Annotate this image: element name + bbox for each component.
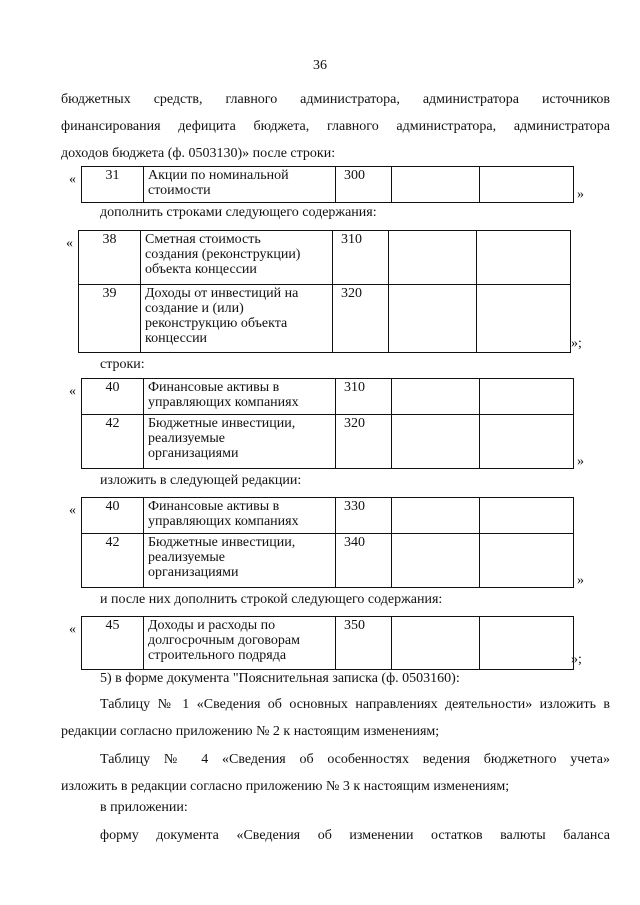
empty-cell [477, 231, 571, 285]
instruction-text: строки: [100, 357, 145, 372]
row-code: 42 [82, 534, 144, 588]
paragraph-line: Таблицу № 4 «Сведения об особенностях ведения бюджетного учета» [100, 752, 610, 767]
row-line-code: 310 [336, 379, 392, 415]
quote-open: « [69, 503, 76, 518]
empty-cell [480, 498, 574, 534]
paragraph-form [61, 822, 610, 849]
row-code: 39 [79, 285, 141, 353]
table-row-block-2 [78, 230, 571, 353]
paragraph-line: редакции согласно приложению № 2 к настоящим изменениям; [61, 724, 440, 739]
row-code: 38 [79, 231, 141, 285]
paragraph-line: форму документа «Сведения об изменении остатков валюты баланса [100, 828, 610, 843]
row-name: Акции по номинальной стоимости [144, 167, 336, 203]
quote-open: « [69, 384, 76, 399]
empty-cell [480, 617, 574, 670]
table-row [82, 415, 574, 469]
empty-cell [480, 415, 574, 469]
quote-close: » [577, 573, 584, 588]
empty-cell [477, 285, 571, 353]
instruction-text: изложить в следующей редакции: [100, 473, 302, 488]
empty-cell [392, 379, 480, 415]
table-row [82, 534, 574, 588]
quote-open: « [69, 172, 76, 187]
table-row-block-5 [81, 616, 574, 670]
intro-line: финансирования дефицита бюджета, главного администратора, администратора [61, 119, 610, 134]
paragraph-appendix: в приложении: [100, 800, 188, 815]
row-code: 42 [82, 415, 144, 469]
empty-cell [392, 617, 480, 670]
instruction-text: дополнить строками следующего содержания: [100, 205, 377, 220]
table-row-block-4 [81, 497, 574, 588]
row-code: 40 [82, 498, 144, 534]
row-line-code: 320 [336, 415, 392, 469]
paragraph-table1 [61, 691, 610, 745]
empty-cell [392, 498, 480, 534]
intro-paragraph [61, 86, 610, 167]
row-name: Финансовые активы в управляющих компаниях [144, 498, 336, 534]
row-name: Бюджетные инвестиции, реализуемые организациями [144, 415, 336, 469]
intro-line: бюджетных средств, главного администратора, администратора источников [61, 92, 610, 107]
empty-cell [389, 231, 477, 285]
row-line-code: 310 [333, 231, 389, 285]
paragraph-line: изложить в редакции согласно приложению № 3 к настоящим изменениям; [61, 779, 510, 794]
row-line-code: 350 [336, 617, 392, 670]
empty-cell [389, 285, 477, 353]
table-row-block-3 [81, 378, 574, 469]
row-line-code: 340 [336, 534, 392, 588]
row-line-code: 330 [336, 498, 392, 534]
empty-cell [480, 167, 574, 203]
quote-open: « [66, 236, 73, 251]
table-row [82, 498, 574, 534]
row-line-code: 320 [333, 285, 389, 353]
table-row [82, 617, 574, 670]
row-name: Доходы от инвестиций на создание и (или) реконструкцию объекта концессии [141, 285, 333, 353]
quote-close: » [577, 454, 584, 469]
table-row [82, 167, 574, 203]
quote-open: « [69, 622, 76, 637]
table-row [79, 285, 571, 353]
page-number: 36 [313, 58, 327, 73]
quote-close: »; [571, 652, 582, 667]
row-name: Доходы и расходы по долгосрочным договорам строительного подряда [144, 617, 336, 670]
row-name: Финансовые активы в управляющих компаниях [144, 379, 336, 415]
quote-close: »; [571, 336, 582, 351]
empty-cell [480, 534, 574, 588]
row-line-code: 300 [336, 167, 392, 203]
quote-close: » [577, 187, 584, 202]
paragraph-line: Таблицу № 1 «Сведения об основных направлениях деятельности» изложить в [100, 697, 610, 712]
empty-cell [392, 534, 480, 588]
item-heading: 5) в форме документа "Пояснительная записка (ф. 0503160): [100, 671, 460, 686]
empty-cell [392, 415, 480, 469]
row-name: Бюджетные инвестиции, реализуемые организациями [144, 534, 336, 588]
empty-cell [480, 379, 574, 415]
table-row [82, 379, 574, 415]
row-code: 31 [82, 167, 144, 203]
row-name: Сметная стоимость создания (реконструкции) объекта концессии [141, 231, 333, 285]
table-row-block-1 [81, 166, 574, 203]
table-row [79, 231, 571, 285]
row-code: 45 [82, 617, 144, 670]
empty-cell [392, 167, 480, 203]
intro-line: доходов бюджета (ф. 0503130)» после строки: [61, 146, 336, 161]
row-code: 40 [82, 379, 144, 415]
instruction-text: и после них дополнить строкой следующего содержания: [100, 592, 443, 607]
paragraph-table4 [61, 746, 610, 800]
